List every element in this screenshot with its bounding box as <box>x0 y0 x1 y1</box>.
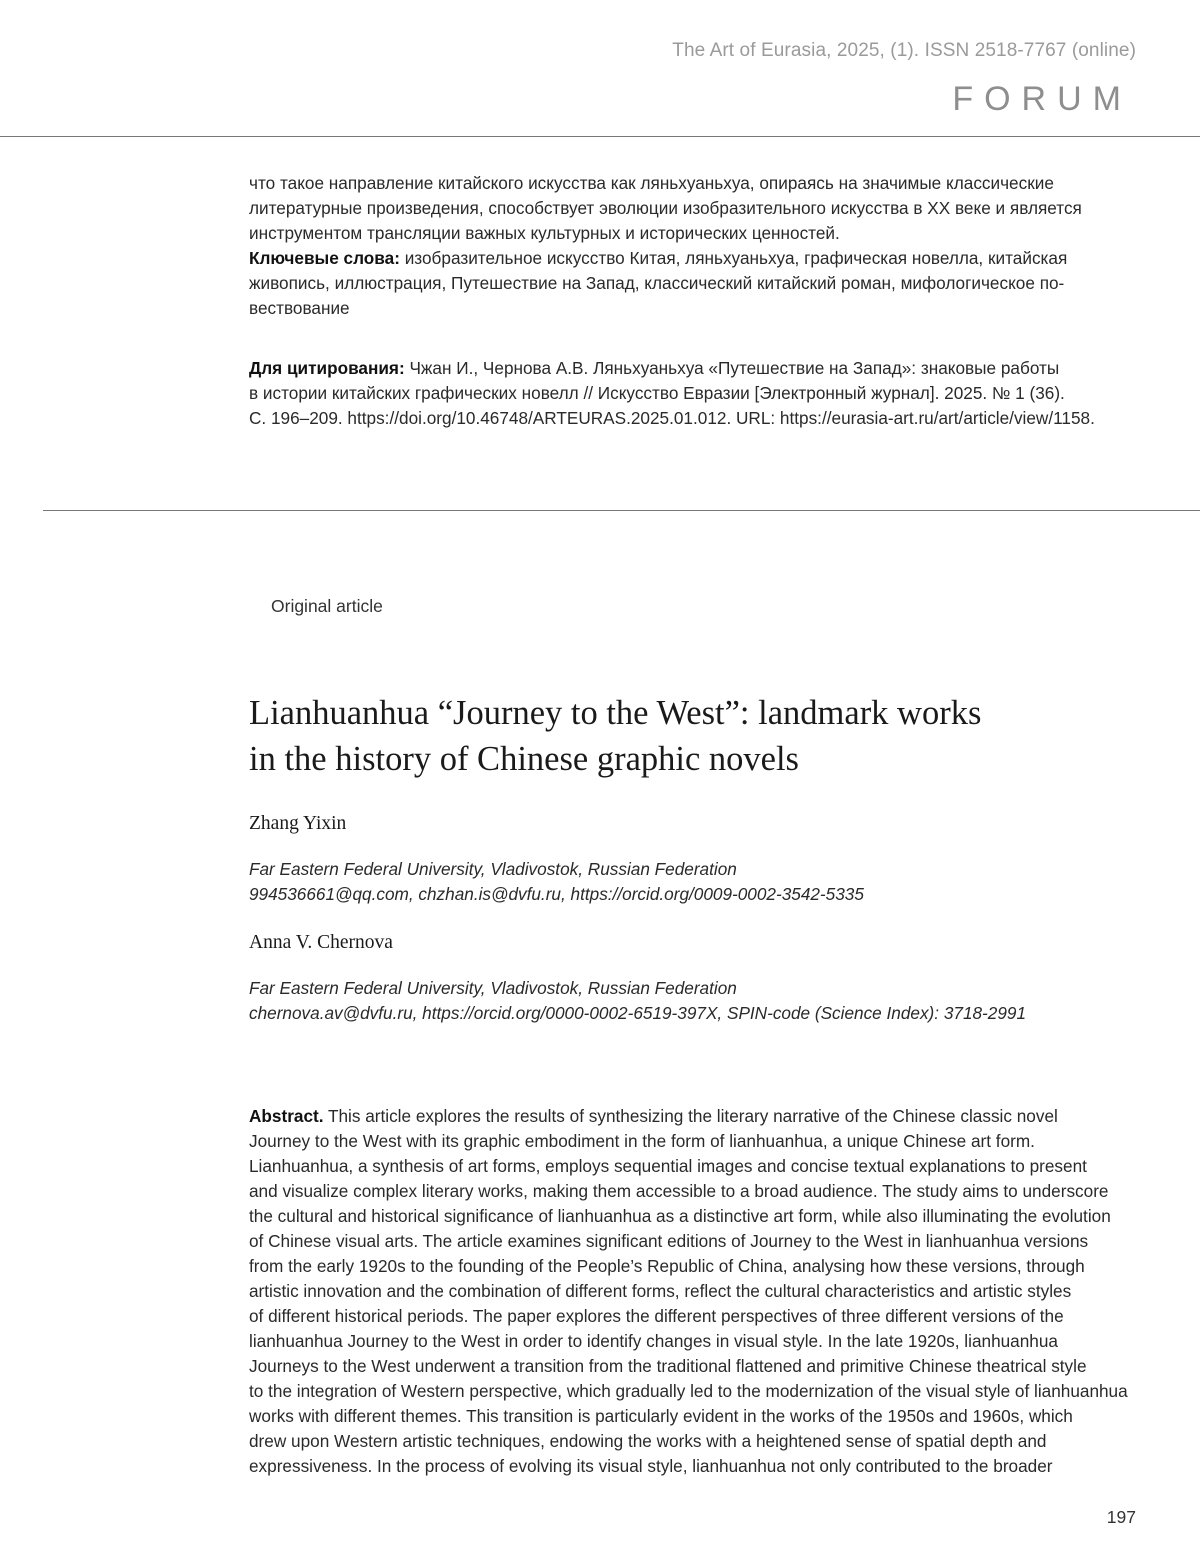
abstract-text: This article explores the results of synthesizing the literary narrative of the Chinese classic novel <box>327 1106 1058 1126</box>
abstract-line: works with different themes. This transition is particularly evident in the works of the 1950s and 1960s, which <box>249 1406 1073 1426</box>
abstract-label: Abstract. <box>249 1106 324 1126</box>
keywords-line: живопись, иллюстрация, Путешествие на Запад, классический китайский роман, мифологическое по- <box>249 273 1065 293</box>
summary-line: что такое направление китайского искусства как ляньхуаньхуа, опираясь на значимые классические <box>249 173 1054 193</box>
author-contacts: 994536661@qq.com, chzhan.is@dvfu.ru, https://orcid.org/0009-0002-3542-5335 <box>249 884 864 904</box>
keywords-text: изобразительное искусство Китая, ляньхуаньхуа, графическая новелла, китайская <box>404 248 1068 268</box>
citation-block <box>249 356 1139 431</box>
author-affiliation <box>249 976 1149 1026</box>
affiliation-text: Far Eastern Federal University, Vladivostok, Russian Federation <box>249 978 737 998</box>
citation <box>249 356 1139 381</box>
abstract-line: expressiveness. In the process of evolving its visual style, lianhuanhua not only contributed to the broader <box>249 1456 1053 1476</box>
abstract-line: of different historical periods. The paper explores the different perspectives of three different versions of the <box>249 1306 1064 1326</box>
affiliation-text: Far Eastern Federal University, Vladivostok, Russian Federation <box>249 859 737 879</box>
citation-label: Для цитирования: <box>249 358 405 378</box>
article-type: Original article <box>271 596 383 616</box>
abstract <box>249 1104 1139 1479</box>
journal-header: The Art of Eurasia, 2025, (1). ISSN 2518-7767 (online) <box>672 40 1136 61</box>
title-line: in the history of Chinese graphic novels <box>249 740 799 778</box>
abstract-line: from the early 1920s to the founding of the People’s Republic of China, analysing how these versions, through <box>249 1256 1085 1276</box>
keywords <box>249 246 1139 271</box>
citation-text: Чжан И., Чернова А.В. Ляньхуаньхуа «Путешествие на Запад»: знаковые работы <box>409 358 1060 378</box>
author-name: Zhang Yixin <box>249 813 347 834</box>
abstract-line: Journey to the West with its graphic embodiment in the form of lianhuanhua, a unique Chinese art form. <box>249 1131 1035 1151</box>
author-name: Anna V. Chernova <box>249 932 393 953</box>
author-contacts: chernova.av@dvfu.ru, https://orcid.org/0000-0002-6519-397X, SPIN-code (Science Index): 3718-2991 <box>249 1003 1027 1023</box>
abstract-line: drew upon Western artistic techniques, endowing the works with a heightened sense of spatial depth and <box>249 1431 1047 1451</box>
keywords-line: вествование <box>249 298 350 318</box>
section-label: FORUM <box>952 80 1132 118</box>
summary-line: литературные произведения, способствует эволюции изобразительного искусства в XX веке и является <box>249 198 1082 218</box>
abstract-line: of Chinese visual arts. The article examines significant editions of Journey to the West in lianhuanhua versions <box>249 1231 1089 1251</box>
russian-summary <box>249 171 1139 321</box>
section-divider <box>43 510 1200 511</box>
citation-line: С. 196–209. https://doi.org/10.46748/ARTEURAS.2025.01.012. URL: https://eurasia-art.ru/art/article/view/1158. <box>249 408 1095 428</box>
abstract-line: Lianhuanhua, a synthesis of art forms, employs sequential images and concise textual explanations to present <box>249 1156 1087 1176</box>
summary-line: инструментом трансляции важных культурных и исторических ценностей. <box>249 223 840 243</box>
article-title <box>249 690 1149 782</box>
abstract-line: the cultural and historical significance of lianhuanhua as a distinctive art form, while also illuminating the evolution <box>249 1206 1111 1226</box>
keywords-label: Ключевые слова: <box>249 248 400 268</box>
abstract-line: to the integration of Western perspective, which gradually led to the modernization of the visual style of lianhuanhua <box>249 1381 1128 1401</box>
abstract-first-line <box>249 1104 1139 1129</box>
abstract-line: lianhuanhua Journey to the West in order to identify changes in visual style. In the late 1920s, lianhuanhua <box>249 1331 1058 1351</box>
abstract-line: artistic innovation and the combination of different forms, reflect the cultural characteristics and artistic styles <box>249 1281 1072 1301</box>
author-affiliation <box>249 857 1149 907</box>
abstract-line: and visualize complex literary works, making them accessible to a broad audience. The study aims to underscore <box>249 1181 1109 1201</box>
page-number: 197 <box>1106 1507 1136 1527</box>
title-line: Lianhuanhua “Journey to the West”: landmark works <box>249 694 982 732</box>
citation-line: в истории китайских графических новелл // Искусство Евразии [Электронный журнал]. 2025. № 1 (36). <box>249 383 1065 403</box>
abstract-line: Journeys to the West underwent a transition from the traditional flattened and primitive Chinese theatrical style <box>249 1356 1087 1376</box>
header-divider <box>0 136 1200 137</box>
